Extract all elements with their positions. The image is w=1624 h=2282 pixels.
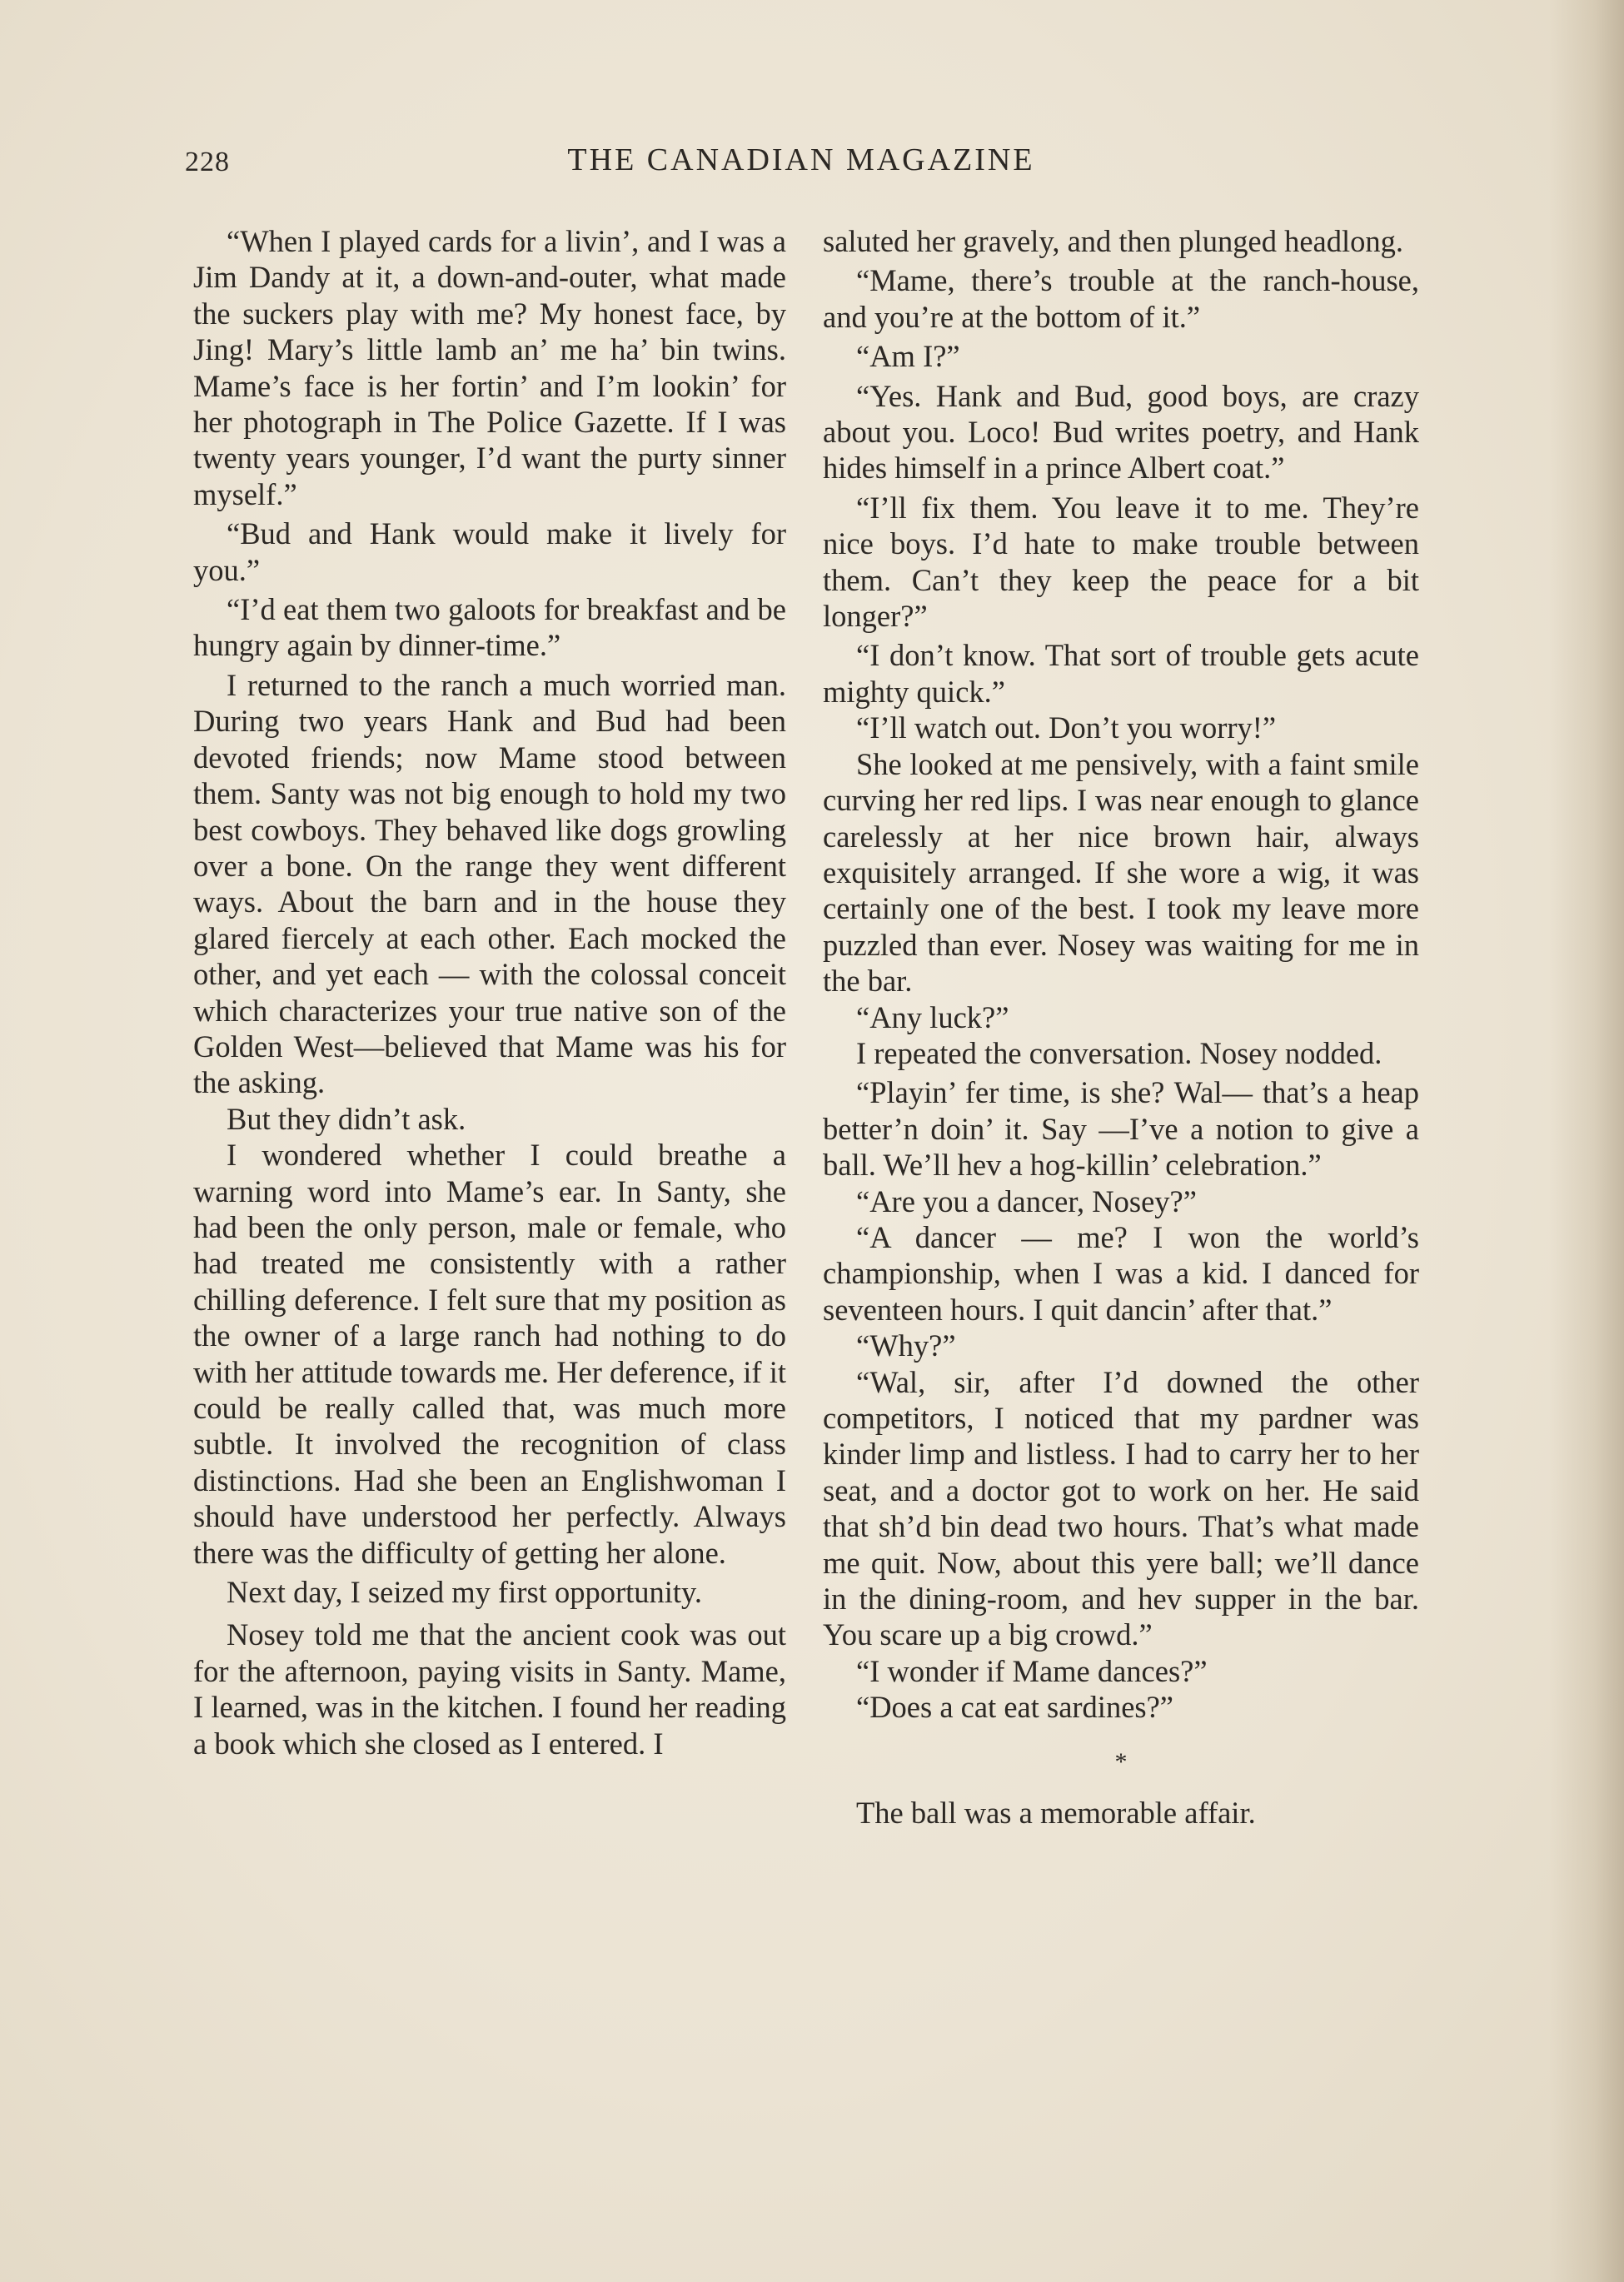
paragraph: “Does a cat eat sardines?”	[856, 1690, 1174, 1725]
paragraph: “Are you a dancer, Nosey?”	[856, 1183, 1197, 1218]
paragraph: “Wal, sir, after I’d downed the other competitors, I noticed that my pardner was kinder limp and listless. I had to carry her to her seat, and a doctor got to work on her. He said that sh’d bin dead two hours. That’s what made me quit. Now, about this yere ball; we’ll dance in the dining-room, and hev supper in the bar. You scare up a big crowd.”	[823, 1364, 1419, 1652]
paragraph: “A dancer — me? I won the world’s championship, when I was a kid. I danced for seventeen hours. I quit dancin’ after that.”	[823, 1219, 1419, 1327]
running-title: THE CANADIAN MAGAZINE	[567, 142, 1035, 177]
paragraph: I wondered whether I could breathe a warning word into Mame’s ear. In Santy, she had been the only person, male or female, who had treated me consistently with a rather chilling deference. I felt sure that my position as the owner of a large ranch had nothing to do with her attitude towards me. Her deference, if it could be really called that, was much more subtle. It involved the recognition of class distinctions. Had she been an Englishwoman I should have understood her perfectly. Always there was the difficulty of getting her alone.	[193, 1138, 786, 1570]
paragraph: “I’ll watch out. Don’t you worry!”	[856, 710, 1277, 745]
paragraph: “Am I?”	[856, 339, 960, 374]
paragraph: saluted her gravely, and then plunged headlong.	[823, 224, 1403, 258]
paragraph: I returned to the ranch a much worried man. During two years Hank and Bud had been devoted friends; now Mame stood between them. Santy was not big enough to hold my two best cowboys. They behaved like dogs growling over a bone. On the range they went different ways. About the barn and in the house they glared fiercely at each other. Each mocked the other, and yet each — with the colossal conceit which characterizes your true native son of the Golden West—believed that Mame was his for the asking.	[193, 667, 786, 1100]
paragraph: “Any luck?”	[856, 999, 1009, 1034]
paragraph: She looked at me pensively, with a faint smile curving her red lips. I was near enough to glance carelessly at her nice brown hair, always exquisitely arranged. If she wore a wig, it was certainly one of the best. I took my leave more puzzled than ever. Nosey was waiting for me in the bar.	[823, 746, 1419, 999]
paragraph: “I wonder if Mame dances?”	[856, 1653, 1208, 1688]
paragraph: Nosey told me that the ancient cook was out for the afternoon, paying visits in Santy. Mame, I learned, was in the kitchen. I found her reading a book which she closed as I entered. I	[193, 1617, 786, 1761]
section-break-ornament: *	[1114, 1747, 1128, 1776]
paragraph: “Bud and Hank would make it lively for you.”	[193, 516, 786, 587]
page-number: 228	[185, 147, 230, 177]
page-edge-shadow	[1549, 0, 1624, 2282]
paragraph: “Yes. Hank and Bud, good boys, are crazy about you. Loco! Bud writes poetry, and Hank hides himself in a prince Albert coat.”	[823, 378, 1419, 486]
paragraph: I repeated the conversation. Nosey nodded.	[856, 1035, 1382, 1070]
paragraph: Next day, I seized my first opportunity.	[227, 1575, 703, 1610]
closing-paragraph: The ball was a memorable affair.	[856, 1796, 1256, 1831]
left-column	[193, 223, 786, 1761]
paragraph: “Why?”	[856, 1328, 956, 1363]
paragraph: But they didn’t ask.	[227, 1101, 466, 1136]
paragraph: “I’d eat them two galoots for breakfast and be hungry again by dinner-time.”	[193, 592, 786, 663]
paragraph: “Playin’ fer time, is she? Wal— that’s a heap better’n doin’ it. Say —I’ve a notion to give a ball. We’ll hev a hog-killin’ celebration.”	[823, 1075, 1419, 1183]
paragraph: “I’ll fix them. You leave it to me. They’re nice boys. I’d hate to make trouble between them. Can’t they keep the peace for a bit longer?”	[823, 490, 1419, 634]
paragraph: “Mame, there’s trouble at the ranch-house, and you’re at the bottom of it.”	[823, 263, 1419, 334]
paragraph: “I don’t know. That sort of trouble gets acute mighty quick.”	[823, 638, 1419, 709]
paragraph: “When I played cards for a livin’, and I was a Jim Dandy at it, a down-and-outer, what made the suckers play with me? My honest face, by Jing! Mary’s little lamb an’ me ha’ bin twins. Mame’s face is her fortin’ and I’m lookin’ for her photograph in The Police Gazette. If I was twenty years younger, I’d want the purty sinner myself.”	[193, 224, 786, 511]
right-column	[823, 223, 1419, 1831]
running-header	[185, 142, 1417, 192]
